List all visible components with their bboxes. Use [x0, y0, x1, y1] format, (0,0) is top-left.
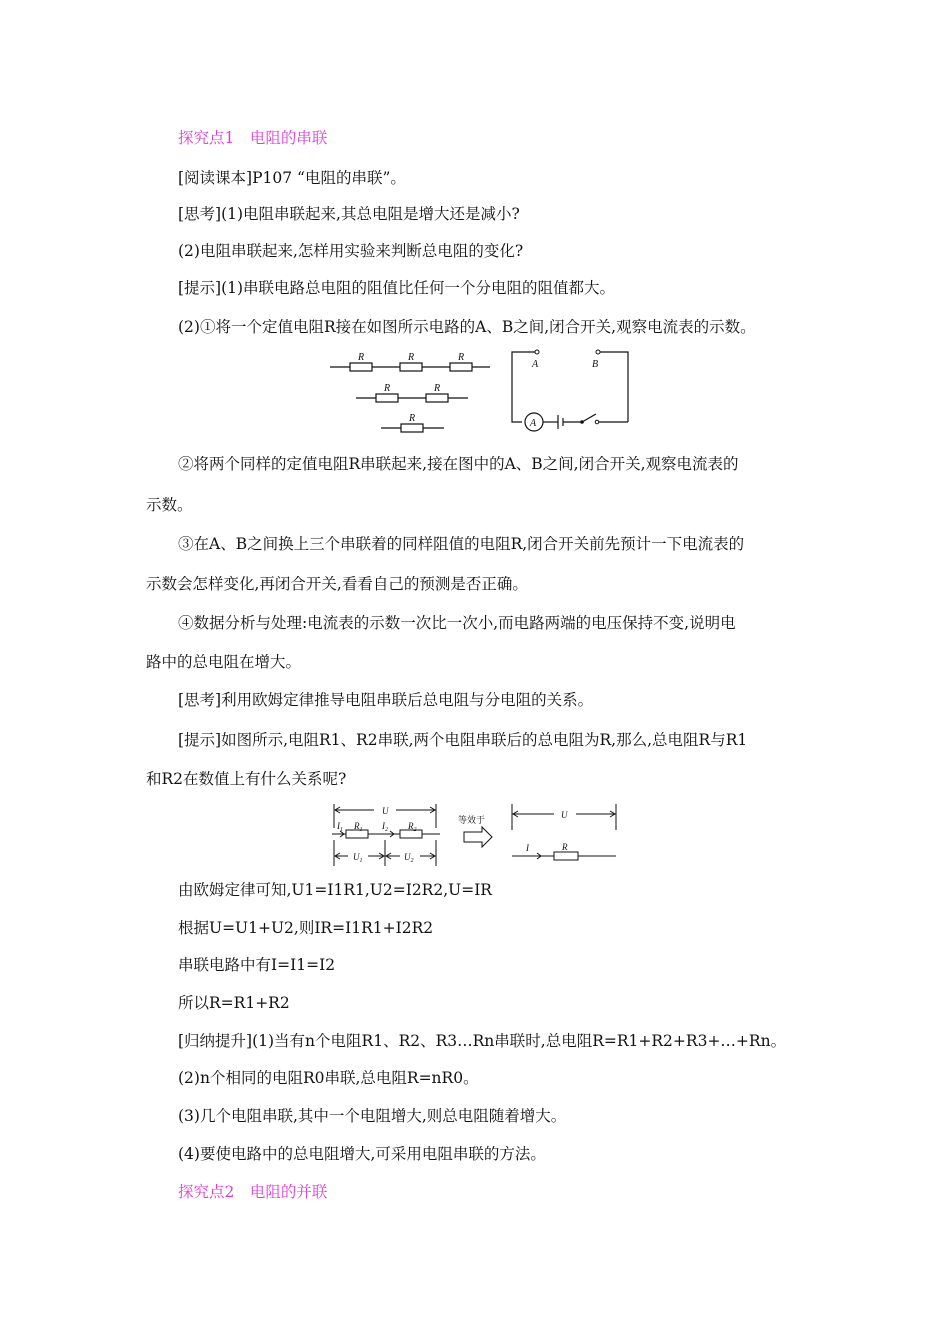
voltage-u2-label: $U_2$ — [404, 852, 414, 864]
resistor-label: R — [384, 383, 391, 394]
text-line: [阅读课本]P107 “电阻的串联”。 — [178, 169, 406, 187]
formula-line: 根据U=U1+U2,则IR=I1R1+I2R2 — [178, 919, 434, 937]
ammeter-label: A — [530, 418, 537, 429]
series-equivalence-figure — [330, 800, 620, 870]
resistor-circuit-figure — [326, 340, 626, 440]
text-line: ③在A、B之间换上三个串联着的同样阻值的电阻R,闭合开关前先预计一下电流表的 — [178, 535, 745, 553]
formula-line: 所以R=R1+R2 — [178, 994, 290, 1012]
text-line: (2)①将一个定值电阻R接在如图所示电路的A、B之间,闭合开关,观察电流表的示数。 — [178, 318, 756, 336]
terminal-a-label: A — [532, 359, 539, 370]
voltage-u-label: U — [382, 806, 389, 816]
text-line: [提示]如图所示,电阻R1、R2串联,两个电阻串联后的总电阻为R,那么,总电阻R与R1 — [178, 731, 748, 749]
resistor-label: R — [434, 383, 441, 394]
text-line: [思考](1)电阻串联起来,其总电阻是增大还是减小? — [178, 205, 520, 223]
summary-line: [归纳提升](1)当有n个电阻R1、R2、R3…Rn串联时,总电阻R=R1+R2+R3+…+Rn。 — [178, 1032, 787, 1050]
section-title: 探究点1 电阻的串联 — [178, 129, 328, 147]
terminal-b-label: B — [592, 359, 599, 370]
section-title: 探究点2 电阻的并联 — [178, 1183, 328, 1201]
text-line: 示数。 — [146, 496, 193, 514]
current-i2-label: $I_2$ — [382, 821, 388, 833]
text-line: (2)电阻串联起来,怎样用实验来判断总电阻的变化? — [178, 242, 524, 260]
text-line: ②将两个同样的定值电阻R串联起来,接在图中的A、B之间,闭合开关,观察电流表的 — [178, 455, 739, 473]
formula-line: 由欧姆定律可知,U1=I1R1,U2=I2R2,U=IR — [178, 881, 492, 899]
voltage-u1-label: $U_1$ — [353, 852, 363, 864]
voltage-u-eq-label: U — [561, 810, 568, 820]
resistor-r-eq-label: R — [562, 842, 568, 852]
formula-line: 串联电路中有I=I1=I2 — [178, 956, 336, 974]
summary-line: (2)n个相同的电阻R0串联,总电阻R=nR0。 — [178, 1069, 479, 1087]
text-line: 和R2在数值上有什么关系呢? — [146, 770, 347, 788]
resistor-label: R — [408, 352, 415, 363]
text-line: [思考]利用欧姆定律推导电阻串联后总电阻与分电阻的关系。 — [178, 691, 594, 709]
summary-line: (3)几个电阻串联,其中一个电阻增大,则总电阻随着增大。 — [178, 1107, 567, 1125]
resistor-r1-label: $R_1$ — [354, 821, 363, 833]
text-line: 路中的总电阻在增大。 — [146, 653, 302, 671]
text-line: [提示](1)串联电路总电阻的阻值比任何一个分电阻的阻值都大。 — [178, 279, 616, 297]
text-line: 示数会怎样变化,再闭合开关,看看自己的预测是否正确。 — [146, 575, 528, 593]
resistor-r2-label: $R_2$ — [408, 821, 417, 833]
resistor-label: R — [458, 352, 465, 363]
current-i1-label: $I_1$ — [337, 821, 343, 833]
text-line: ④数据分析与处理:电流表的示数一次比一次小,而电路两端的电压保持不变,说明电 — [178, 614, 736, 632]
resistor-label: R — [409, 413, 416, 424]
equivalent-label: 等效于 — [458, 816, 486, 826]
current-i-eq-label: I — [526, 843, 529, 853]
summary-line: (4)要使电路中的总电阻增大,可采用电阻串联的方法。 — [178, 1145, 546, 1163]
resistor-label: R — [358, 352, 365, 363]
